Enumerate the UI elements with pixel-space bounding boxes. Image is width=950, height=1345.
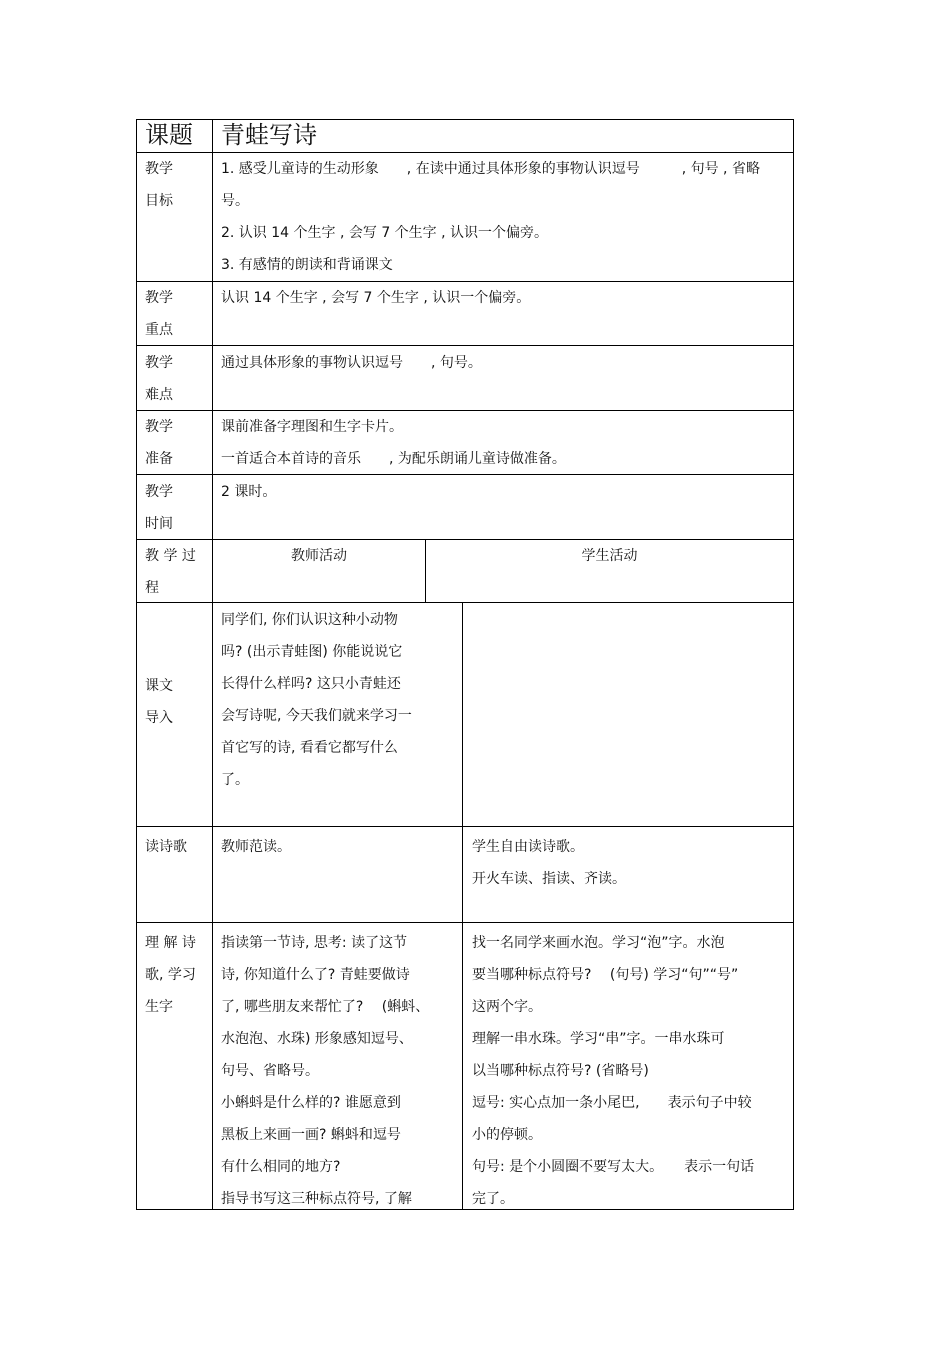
label-line: 时间 [145, 516, 173, 532]
teacher-line: 诗, 你知道什么了? 青蛙要做诗 [221, 967, 410, 983]
label-line: 导入 [145, 710, 173, 726]
teacher-line: 首它写的诗, 看看它都写什么 [221, 740, 398, 756]
key-points-content [221, 282, 530, 314]
teacher-line: 黑板上来画一画? 蝌蚪和逗号 [221, 1127, 401, 1143]
label-line: 教学 [145, 161, 173, 177]
teacher-line: 了。 [221, 772, 249, 788]
intro-student-activity [463, 603, 793, 826]
label-column-divider [212, 119, 213, 1210]
student-line: 完了。 [472, 1191, 514, 1207]
objective-line: 号。 [221, 193, 249, 209]
label-line: 准备 [145, 451, 173, 467]
time-content [221, 476, 276, 508]
difficulty-line: 通过具体形象的事物认识逗号 , 句号。 [221, 355, 482, 371]
label-line: 课文 [145, 678, 173, 694]
label-line: 重点 [145, 322, 173, 338]
objectives-content [221, 153, 760, 281]
key-points-label [145, 282, 173, 346]
label-line: 难点 [145, 387, 173, 403]
student-line: 学生自由读诗歌。 [472, 839, 584, 855]
table-border-left [136, 119, 137, 1210]
reading-student-activity [472, 831, 626, 895]
teacher-line: 指导书写这三种标点符号, 了解 [221, 1191, 412, 1207]
teacher-line: 吗? (出示青蛙图) 你能说说它 [221, 644, 403, 660]
understanding-label [145, 927, 196, 1023]
difficulties-content [221, 347, 482, 379]
time-line: 2 课时。 [221, 484, 277, 500]
preparation-content [221, 411, 566, 475]
understanding-teacher-activity [221, 927, 429, 1215]
student-activity-header: 学生活动 [581, 548, 638, 564]
difficulties-label [145, 347, 173, 411]
understanding-student-activity [472, 927, 754, 1215]
teacher-line: 有什么相同的地方? [221, 1159, 341, 1175]
label-line: 教学 [145, 419, 173, 435]
teacher-line: 句号、省略号。 [221, 1063, 319, 1079]
time-label [145, 476, 173, 540]
label-line: 生字 [145, 999, 173, 1015]
label-line: 教 学 过 [145, 548, 196, 564]
student-line: 找一名同学来画水泡。学习“泡”字。水泡 [472, 935, 725, 951]
teacher-line: 水泡泡、水珠) 形象感知逗号、 [221, 1031, 413, 1047]
teacher-line: 会写诗呢, 今天我们就来学习一 [221, 708, 412, 724]
teacher-line: 小蝌蚪是什么样的? 谁愿意到 [221, 1095, 401, 1111]
row-divider [136, 826, 794, 827]
reading-label [145, 831, 187, 863]
student-line: 理解一串水珠。学习“串”字。一串水珠可 [472, 1031, 725, 1047]
lesson-title: 青蛙写诗 [221, 121, 317, 149]
student-line: 要当哪种标点符号? (句号) 学习“句”“号” [472, 967, 739, 983]
process-label [145, 540, 196, 604]
teacher-line: 教师范读。 [221, 839, 291, 855]
student-line: 句号: 是个小圆圈不要写太大。 表示一句话 [472, 1159, 755, 1175]
label-line: 教学 [145, 355, 173, 371]
label-line: 读诗歌 [145, 839, 187, 855]
preparation-label [145, 411, 173, 475]
intro-teacher-activity [221, 604, 412, 796]
label-line: 程 [145, 580, 159, 596]
objective-line: 2. 认识 14 个生字 , 会写 7 个生字 , 认识一个偏旁。 [221, 225, 549, 241]
objective-line: 3. 有感情的朗读和背诵课文 [221, 257, 393, 273]
teacher-line: 指读第一节诗, 思考: 读了这节 [221, 935, 408, 951]
row-divider [136, 922, 794, 923]
row-divider [136, 345, 794, 346]
teacher-line: 了, 哪些朋友来帮忙了? (蝌蚪、 [221, 999, 430, 1015]
label-line: 理 解 诗 [145, 935, 196, 951]
subject-label: 课题 [145, 121, 193, 149]
preparation-line: 课前准备字理图和生字卡片。 [221, 419, 403, 435]
student-line: 小的停顿。 [472, 1127, 542, 1143]
key-point-line: 认识 14 个生字 , 会写 7 个生字 , 认识一个偏旁。 [221, 290, 531, 306]
label-line: 歌, 学习 [145, 967, 196, 983]
label-line: 教学 [145, 290, 173, 306]
teacher-line: 长得什么样吗? 这只小青蛙还 [221, 676, 401, 692]
preparation-line: 一首适合本首诗的音乐 , 为配乐朗诵儿童诗做准备。 [221, 451, 566, 467]
label-line: 教学 [145, 484, 173, 500]
student-line: 开火车读、指读、齐读。 [472, 871, 626, 887]
student-line: 逗号: 实心点加一条小尾巴, 表示句子中较 [472, 1095, 752, 1111]
intro-label [145, 670, 173, 734]
objectives-label [145, 153, 173, 217]
objective-line: 1. 感受儿童诗的生动形象 , 在读中通过具体形象的事物认识逗号 , 句号 , 省略 [221, 161, 760, 177]
label-line: 目标 [145, 193, 173, 209]
teacher-line: 同学们, 你们认识这种小动物 [221, 612, 398, 628]
teacher-activity-header: 教师活动 [291, 548, 347, 564]
table-border-right [793, 119, 794, 1210]
reading-teacher-activity [221, 831, 291, 863]
student-line: 这两个字。 [472, 999, 542, 1015]
student-line: 以当哪种标点符号? (省略号) [472, 1063, 649, 1079]
